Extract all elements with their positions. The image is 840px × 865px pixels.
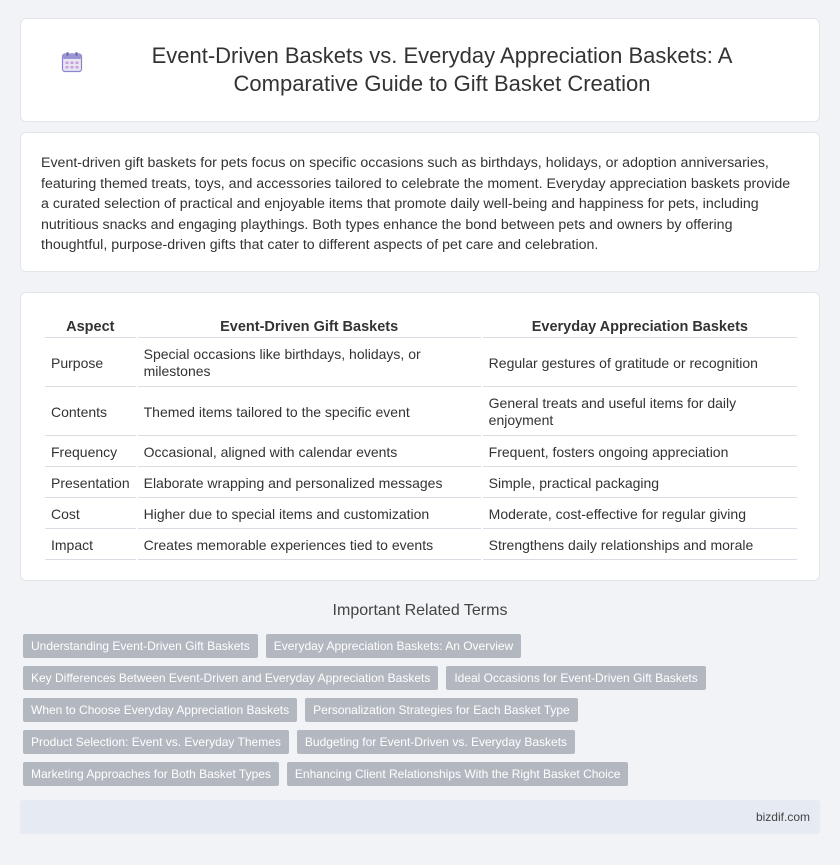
related-term-tag[interactable]: Personalization Strategies for Each Basket Type: [305, 698, 578, 722]
header-aspect: Aspect: [45, 315, 136, 338]
related-term-tag[interactable]: Everyday Appreciation Baskets: An Overview: [266, 634, 521, 658]
related-term-tag[interactable]: Budgeting for Event-Driven vs. Everyday Baskets: [297, 730, 575, 754]
cell-everyday: Strengthens daily relationships and morale: [483, 531, 797, 560]
table-row: [45, 531, 797, 560]
cell-event-driven: Occasional, aligned with calendar events: [138, 438, 481, 467]
header-everyday: Everyday Appreciation Baskets: [483, 315, 797, 338]
related-term-tag[interactable]: When to Choose Everyday Appreciation Baskets: [23, 698, 297, 722]
tag-row: [23, 634, 823, 658]
cell-event-driven: Elaborate wrapping and personalized messages: [138, 469, 481, 498]
table-row: [45, 438, 797, 467]
table-row: [45, 389, 797, 436]
cell-everyday: Moderate, cost-effective for regular giving: [483, 500, 797, 529]
cell-event-driven: Creates memorable experiences tied to events: [138, 531, 481, 560]
page-title: Event-Driven Baskets vs. Everyday Appreciation Baskets: A Comparative Guide to Gift Basket Creation: [151, 43, 733, 96]
cell-aspect: Contents: [45, 389, 136, 436]
related-terms-heading: Important Related Terms: [332, 602, 508, 619]
tag-row: [23, 730, 823, 754]
comparison-card: [20, 292, 820, 581]
related-terms-list: [23, 634, 823, 794]
cell-everyday: Regular gestures of gratitude or recognition: [483, 340, 797, 387]
comparison-table: [43, 313, 799, 562]
related-term-tag[interactable]: Product Selection: Event vs. Everyday Themes: [23, 730, 289, 754]
cell-aspect: Cost: [45, 500, 136, 529]
related-term-tag[interactable]: Marketing Approaches for Both Basket Types: [23, 762, 279, 786]
table-header-row: [45, 315, 797, 338]
cell-aspect: Presentation: [45, 469, 136, 498]
table-row: [45, 500, 797, 529]
cell-event-driven: Special occasions like birthdays, holidays, or milestones: [138, 340, 481, 387]
related-term-tag[interactable]: Understanding Event-Driven Gift Baskets: [23, 634, 258, 658]
tag-row: [23, 762, 823, 786]
related-term-tag[interactable]: Key Differences Between Event-Driven and Everyday Appreciation Baskets: [23, 666, 438, 690]
title-card: [20, 18, 820, 122]
related-term-tag[interactable]: Ideal Occasions for Event-Driven Gift Baskets: [446, 666, 705, 690]
tag-row: [23, 666, 823, 690]
cell-everyday: Frequent, fosters ongoing appreciation: [483, 438, 797, 467]
related-term-tag[interactable]: Enhancing Client Relationships With the Right Basket Choice: [287, 762, 629, 786]
cell-event-driven: Themed items tailored to the specific event: [138, 389, 481, 436]
title-row: [61, 42, 779, 98]
tag-row: [23, 698, 823, 722]
cell-aspect: Frequency: [45, 438, 136, 467]
calendar-icon: [61, 51, 83, 73]
cell-everyday: Simple, practical packaging: [483, 469, 797, 498]
cell-aspect: Impact: [45, 531, 136, 560]
cell-everyday: General treats and useful items for daily enjoyment: [483, 389, 797, 436]
table-row: [45, 469, 797, 498]
cell-event-driven: Higher due to special items and customization: [138, 500, 481, 529]
header-event-driven: Event-Driven Gift Baskets: [138, 315, 481, 338]
intro-paragraph: Event-driven gift baskets for pets focus on specific occasions such as birthdays, holidays, or adoption anniversaries, featuring themed treats, toys, and accessories tailored to celebrate the moment. Everyday appreciation baskets provide a curated selection of practical and enjoyable items that promote daily well-being and happiness for pets, including nutritious snacks and engaging playthings. Both types enhance the bond between pets and owners by offering thoughtful, purpose-driven gifts that cater to different aspects of pet care and celebration.: [41, 155, 791, 253]
footer-site-link[interactable]: bizdif.com: [755, 810, 810, 824]
footer: [20, 800, 820, 834]
table-row: [45, 340, 797, 387]
cell-aspect: Purpose: [45, 340, 136, 387]
intro-card: [20, 132, 820, 272]
